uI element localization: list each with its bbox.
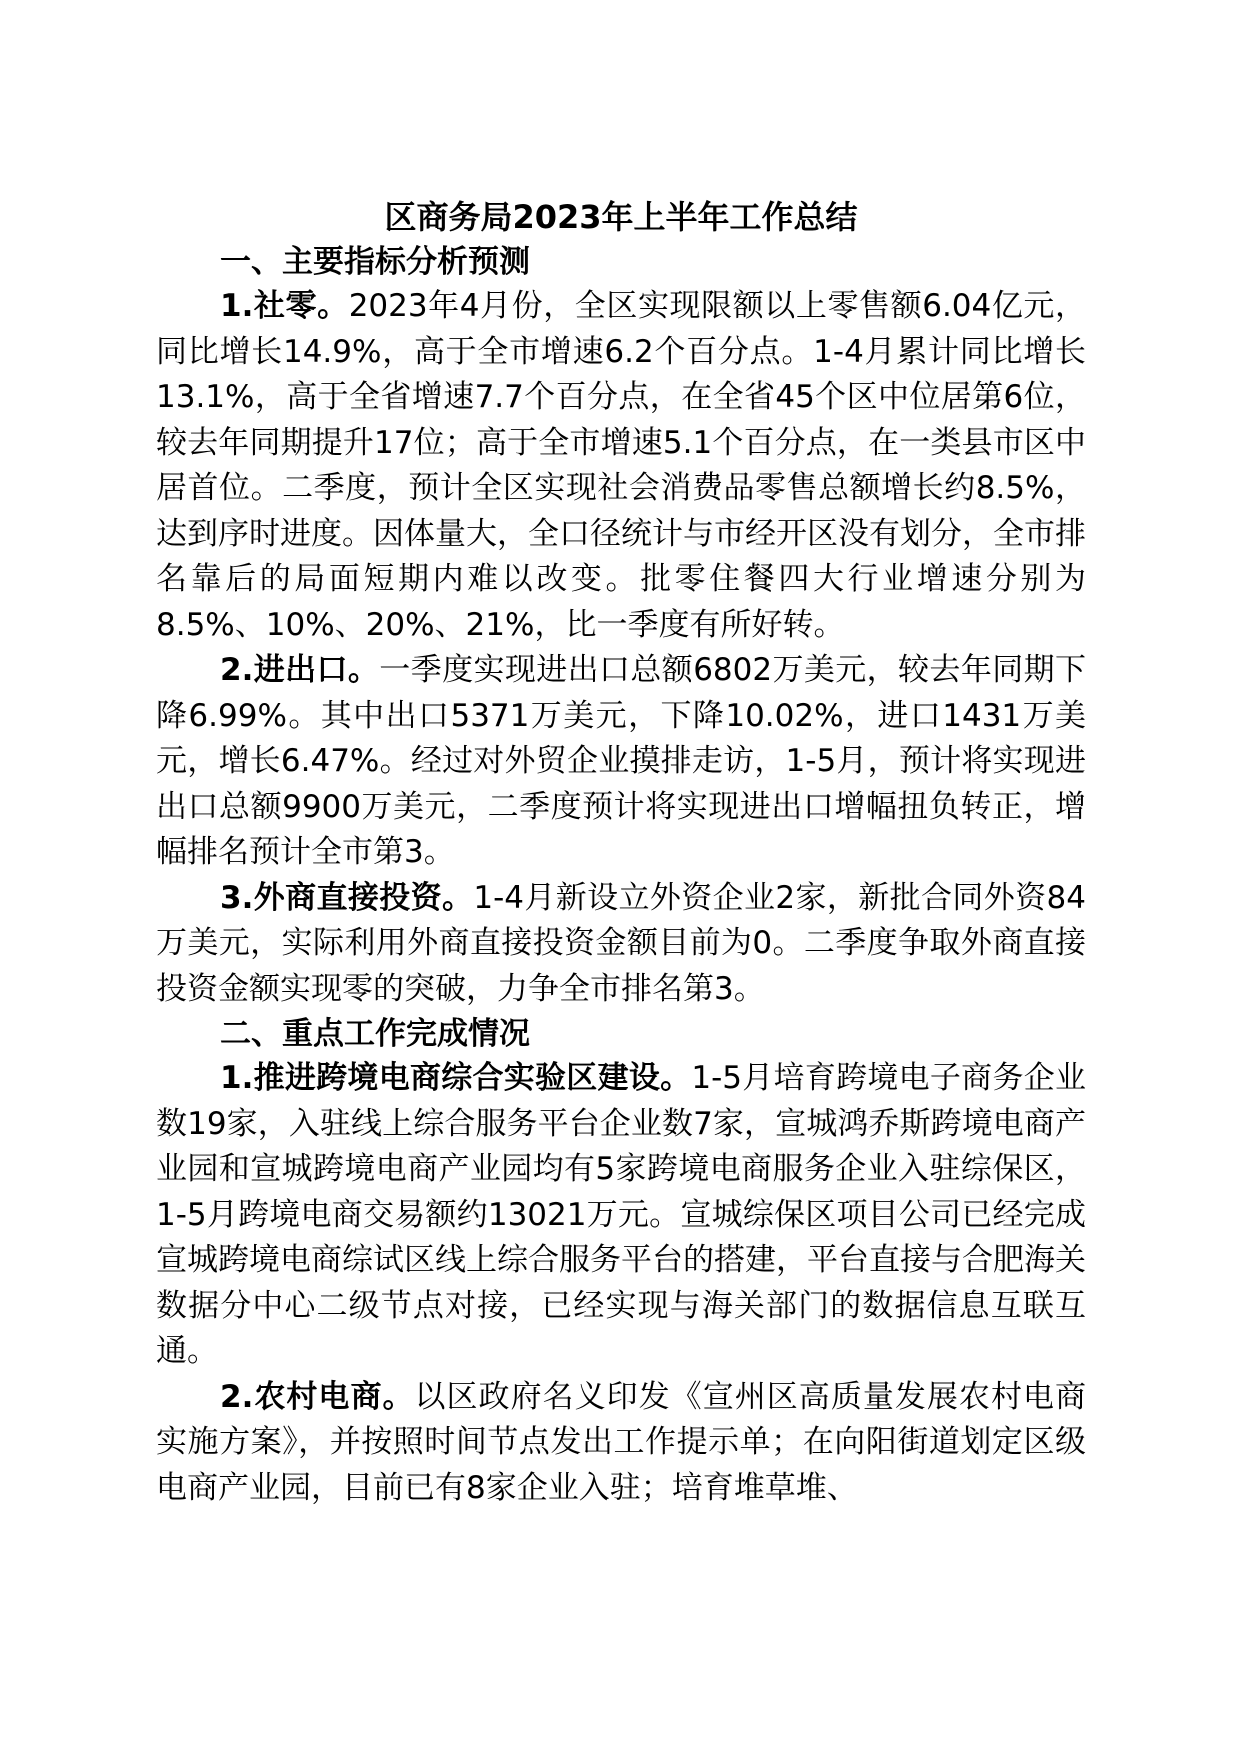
section-heading: 一、主要指标分析预测 <box>220 244 530 280</box>
paragraph-text: 以区政府名义印发《宣州区高质量发展农村电商实施方案》，并按照时间节点发出工作提示单；在向阳街道划定区级电商产业园，目前已有8家企业入驻；培育堆草堆、 <box>156 1378 1086 1506</box>
paragraph-cross-border-ecommerce <box>156 1056 1086 1375</box>
paragraph-rural-ecommerce <box>156 1375 1086 1512</box>
paragraph-retail <box>156 284 1086 648</box>
paragraph-lead: 3.外商直接投资。 <box>220 879 474 916</box>
paragraph-text: 一季度实现进出口总额6802万美元，较去年同期下降6.99%。其中出口5371万美元，下降10.02%，进口1431万美元，增长6.47%。经过对外贸企业摸排走访，1-5月，预计将实现进出口总额9900万美元，二季度预计将实现进出口增幅扭负转正，增幅排名预计全市第3。 <box>156 652 1086 870</box>
paragraph-foreign-investment <box>156 876 1086 1013</box>
document-page <box>156 196 1086 1511</box>
paragraph-lead: 1.推进跨境电商综合实验区建设。 <box>220 1060 692 1096</box>
paragraph-lead: 2.农村电商。 <box>220 1378 415 1415</box>
section-heading: 二、重点工作完成情况 <box>220 1016 530 1052</box>
paragraph-import-export <box>156 648 1086 876</box>
document-title: 区商务局2023年上半年工作总结 <box>384 198 858 236</box>
paragraph-lead: 2.进出口。 <box>220 652 380 688</box>
paragraph-lead: 1.社零。 <box>220 288 349 324</box>
section-main-indicators <box>156 240 1086 1012</box>
section-key-work <box>156 1012 1086 1511</box>
paragraph-text: 1-4月新设立外资企业2家，新批合同外资84万美元，实际利用外商直接投资金额目前为0。二季度争取外商直接投资金额实现零的突破，力争全市排名第3。 <box>156 879 1086 1007</box>
paragraph-text: 2023年4月份，全区实现限额以上零售额6.04亿元，同比增长14.9%，高于全市增速6.2个百分点。1-4月累计同比增长13.1%，高于全省增速7.7个百分点，在全省45个区中位居第6位，较去年同期提升17位；高于全市增速5.1个百分点，在一类县市区中居首位。二季度，预计全区实现社会消费品零售总额增长约8.5%，达到序时进度。因体量大，全口径统计与市经开区没有划分，全市排名靠后的局面短期内难以改变。批零住餐四大行业增速分别为8.5%、10%、20%、21%，比一季度有所好转。 <box>156 288 1086 643</box>
paragraph-text: 1-5月培育跨境电子商务企业数19家，入驻线上综合服务平台企业数7家，宣城鸿乔斯跨境电商产业园和宣城跨境电商产业园均有5家跨境电商服务企业入驻综保区，1-5月跨境电商交易额约13021万元。宣城综保区项目公司已经完成宣城跨境电商综试区线上综合服务平台的搭建，平台直接与合肥海关数据分中心二级节点对接，已经实现与海关部门的数据信息互联互通。 <box>156 1060 1086 1369</box>
